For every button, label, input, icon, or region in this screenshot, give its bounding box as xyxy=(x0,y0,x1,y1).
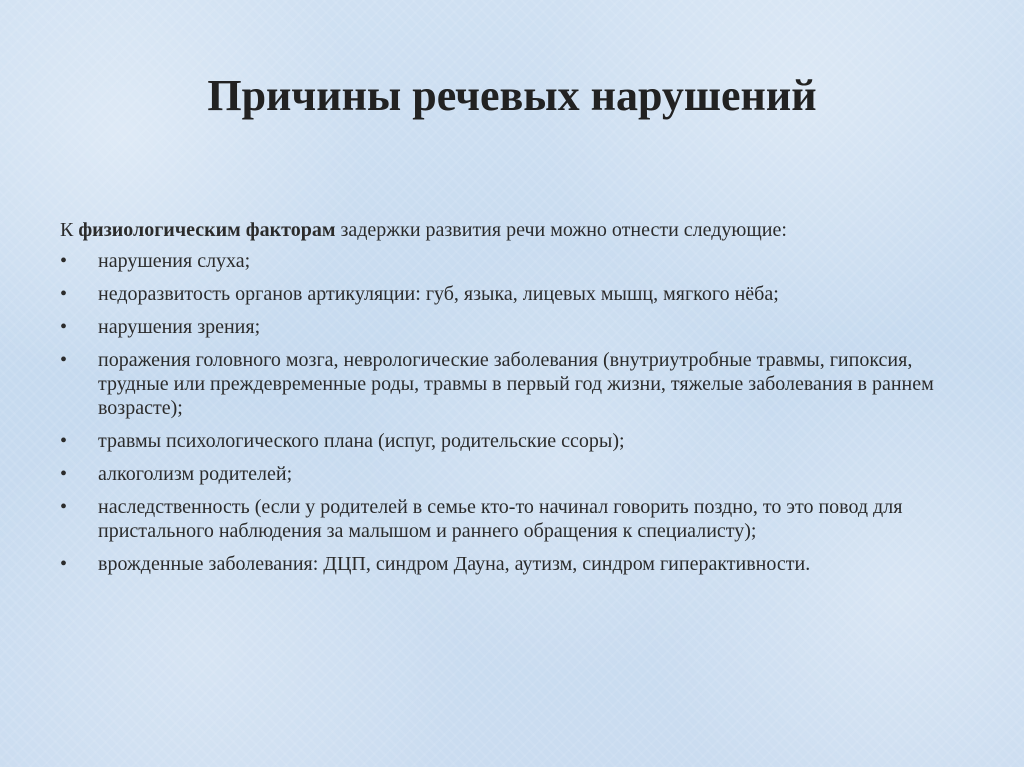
intro-prefix: К xyxy=(60,219,79,241)
factor-list xyxy=(60,249,970,576)
list-item-text: алкоголизм родителей; xyxy=(98,463,293,485)
intro-paragraph xyxy=(60,218,970,242)
list-item-text: поражения головного мозга, неврологические заболевания (внутриутробные травмы, гипоксия, трудные или преждевременные роды, травмы в первый год жизни, тяжелые заболевания в раннем возрасте); xyxy=(98,349,934,419)
intro-bold-term: физиологическим факторам xyxy=(78,219,336,241)
list-item-text: врожденные заболевания: ДЦП, синдром Дауна, аутизм, синдром гиперактивности. xyxy=(98,553,811,575)
bullet-icon: • xyxy=(60,553,68,575)
list-item xyxy=(60,348,970,420)
bullet-icon: • xyxy=(60,283,68,305)
list-item xyxy=(60,282,970,306)
list-item-text: нарушения слуха; xyxy=(98,250,251,272)
list-item-text: наследственность (если у родителей в семье кто-то начинал говорить поздно, то это повод для пристального наблюдения за малышом и раннего обращения к специалисту); xyxy=(98,496,903,542)
slide-content xyxy=(60,218,970,585)
bullet-icon: • xyxy=(60,316,68,338)
list-item xyxy=(60,429,970,453)
bullet-icon: • xyxy=(60,349,68,371)
list-item xyxy=(60,462,970,486)
list-item-text: недоразвитость органов артикуляции: губ, языка, лицевых мышц, мягкого нёба; xyxy=(98,283,779,305)
list-item-text: нарушения зрения; xyxy=(98,316,261,338)
list-item xyxy=(60,495,970,543)
bullet-icon: • xyxy=(60,250,68,272)
list-item xyxy=(60,249,970,273)
bullet-icon: • xyxy=(60,463,68,485)
list-item xyxy=(60,552,970,576)
bullet-icon: • xyxy=(60,430,68,452)
intro-suffix: задержки развития речи можно отнести следующие: xyxy=(335,219,787,241)
slide-title: Причины речевых нарушений xyxy=(207,71,817,120)
bullet-icon: • xyxy=(60,496,68,518)
list-item-text: травмы психологического плана (испуг, родительские ссоры); xyxy=(98,430,625,452)
list-item xyxy=(60,315,970,339)
